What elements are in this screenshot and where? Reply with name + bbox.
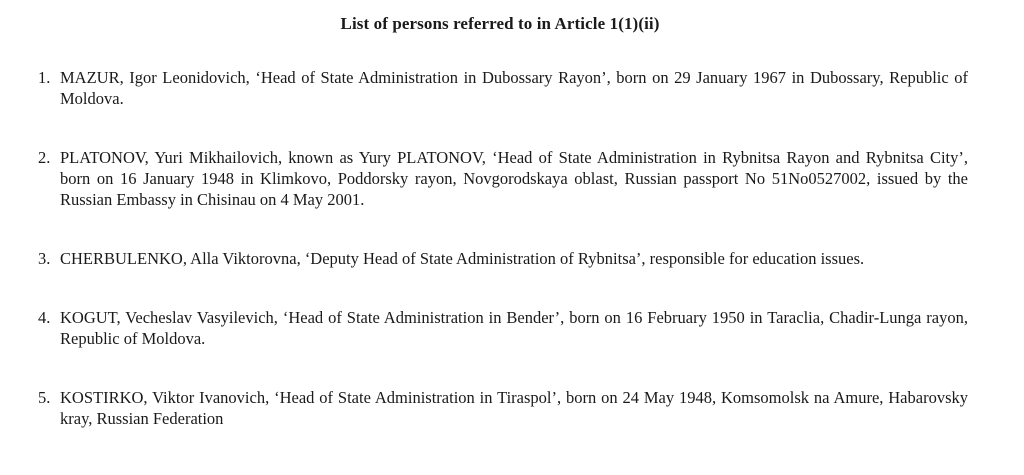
list-item-number: 4. bbox=[38, 308, 51, 327]
list-item bbox=[38, 387, 968, 429]
list-item-text: MAZUR, Igor Leonidovich, ‘Head of State Administration in Dubossary Rayon’, born on 29 January 1967 in Dubossary, Republic of Moldova. bbox=[60, 68, 968, 108]
list-item bbox=[38, 67, 968, 109]
document-title: List of persons referred to in Article 1(1)(ii) bbox=[340, 14, 660, 33]
list-item-number: 2. bbox=[38, 148, 51, 167]
list-item-text: KOGUT, Vecheslav Vasyilevich, ‘Head of State Administration in Bender’, born on 16 February 1950 in Taraclia, Chadir-Lunga rayon, Republic of Moldova. bbox=[60, 308, 968, 348]
list-item-number: 3. bbox=[38, 249, 51, 268]
list-item-text: PLATONOV, Yuri Mikhailovich, known as Yury PLATONOV, ‘Head of State Administration in Rybnitsa Rayon and Rybnitsa City’, born on 16 January 1948 in Klimkovo, Poddorsky rayon, Novgorodskaya oblast, Russian passport No 51No0527002, issued by the Russian Embassy in Chisinau on 4 May 2001. bbox=[60, 148, 968, 209]
list-item bbox=[38, 248, 968, 269]
list-item-number: 5. bbox=[38, 388, 51, 407]
list-item-text: CHERBULENKO, Alla Viktorovna, ‘Deputy Head of State Administration of Rybnitsa’, responsible for education issues. bbox=[60, 249, 865, 268]
list-item-text: KOSTIRKO, Viktor Ivanovich, ‘Head of State Administration in Tiraspol’, born on 24 May 1948, Komsomolsk na Amure, Habarovsky kray, Russian Federation bbox=[60, 388, 968, 428]
list-item bbox=[38, 307, 968, 349]
list-item bbox=[38, 147, 968, 210]
list-item-number: 1. bbox=[38, 68, 51, 87]
